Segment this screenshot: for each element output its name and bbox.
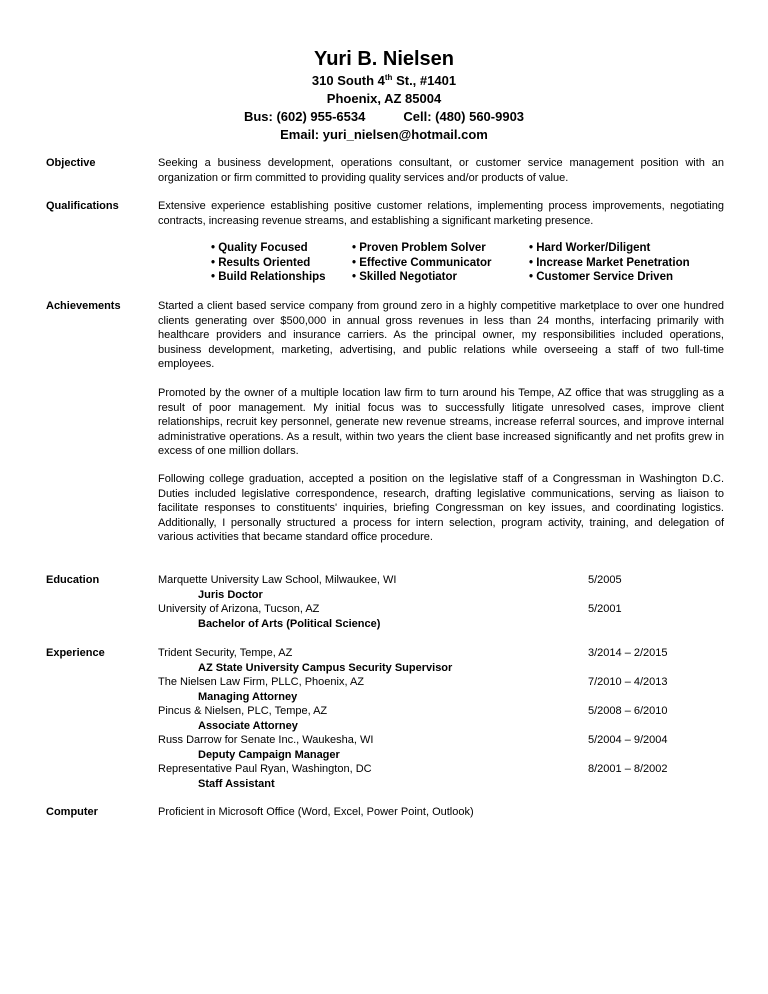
employer-name: Trident Security, Tempe, AZ bbox=[158, 647, 293, 659]
entry-date: 5/2005 bbox=[588, 574, 622, 586]
qualification-row bbox=[0, 270, 768, 285]
entry-date: 5/2004 – 9/2004 bbox=[588, 734, 668, 746]
job-title: Deputy Campaign Manager bbox=[198, 748, 340, 761]
education-entry bbox=[158, 602, 724, 617]
entry-date: 3/2014 – 2/2015 bbox=[588, 647, 668, 659]
qualification-item: • Results Oriented bbox=[211, 256, 311, 269]
entry-date: 5/2008 – 6/2010 bbox=[588, 705, 668, 717]
qualification-row bbox=[0, 241, 768, 256]
qualification-row bbox=[0, 256, 768, 271]
qualification-item: • Quality Focused bbox=[211, 242, 308, 254]
employer-name: Representative Paul Ryan, Washington, DC bbox=[158, 763, 372, 775]
section-label: Education bbox=[46, 574, 100, 586]
section-label: Experience bbox=[46, 647, 105, 659]
employer-name: Pincus & Nielsen, PLC, Tempe, AZ bbox=[158, 705, 328, 717]
section-label: Objective bbox=[46, 157, 96, 169]
experience-entry bbox=[158, 646, 724, 661]
achievement-paragraph: Promoted by the owner of a multiple location law firm to turn around his Tempe, AZ office that was struggling as a result of poor management. My initial focus was to successfully litigate unresolved cases, improve client relationships, recruit key personnel, generate new revenue streams, increase referral sources, and improve internal administrative operations. As a result, within two years the client base increased significantly and net profits grew in excess of one million dollars. bbox=[158, 387, 724, 457]
section-label: Achievements bbox=[46, 300, 121, 312]
phone-line bbox=[0, 108, 768, 126]
experience-entry bbox=[158, 704, 724, 719]
achievements-body bbox=[158, 299, 724, 372]
objective-text: Seeking a business development, operations consultant, or customer service management position with an organization or firm committed to providing quality services and/or products of value. bbox=[158, 157, 724, 184]
experience-body bbox=[158, 646, 724, 791]
job-title: Staff Assistant bbox=[198, 777, 275, 790]
qualification-item: • Hard Worker/Diligent bbox=[529, 242, 651, 254]
experience-entry bbox=[158, 733, 724, 748]
experience-entry bbox=[158, 675, 724, 690]
qualification-item: • Proven Problem Solver bbox=[352, 242, 486, 254]
education-entry bbox=[158, 573, 724, 588]
school-name: University of Arizona, Tucson, AZ bbox=[158, 603, 320, 615]
education-body bbox=[158, 573, 724, 631]
job-title: Managing Attorney bbox=[198, 690, 298, 703]
section-label: Computer bbox=[46, 806, 98, 818]
qualification-item: • Effective Communicator bbox=[352, 256, 492, 269]
computer-skills: Proficient in Microsoft Office (Word, Excel, Power Point, Outlook) bbox=[158, 806, 474, 818]
degree-title: Juris Doctor bbox=[198, 588, 263, 601]
section-label: Qualifications bbox=[46, 200, 119, 212]
degree-title: Bachelor of Arts (Political Science) bbox=[198, 617, 381, 630]
city-state-zip: Phoenix, AZ 85004 bbox=[326, 91, 442, 106]
achievements-body bbox=[158, 472, 724, 545]
qualification-item: • Customer Service Driven bbox=[529, 271, 674, 283]
entry-date: 5/2001 bbox=[588, 603, 622, 615]
business-phone: Bus: (602) 955-6534 bbox=[243, 109, 366, 124]
entry-date: 8/2001 – 8/2002 bbox=[588, 763, 668, 775]
achievement-paragraph: Following college graduation, accepted a position on the legislative staff of a Congressman in Washington D.C. Duties included legislative correspondence, research, drafting legislative communications, serving as liaison to facilitate responses to constituents' inquiries, briefing Congressman on key issues, and coordinating logistics. Additionally, I personally structured a process for intern selection, program activity, training, and delegation of various activities that became standard office procedure. bbox=[158, 473, 724, 543]
employer-name: Russ Darrow for Senate Inc., Waukesha, WI bbox=[158, 734, 374, 746]
achievements-body bbox=[158, 386, 724, 459]
achievement-paragraph: Started a client based service company from ground zero in a highly competitive marketplace to over one hundred clients generating over $500,000 in annual gross revenues in less than 24 months, interfacing primarily with healthcare providers and insurance carriers. As the principal owner, my responsibilities included operations, business development, marketing, advertising, and public relations while overseeing a staff of two full-time employees. bbox=[158, 300, 724, 370]
qualification-item: • Skilled Negotiator bbox=[352, 271, 457, 283]
cell-phone: Cell: (480) 560-9903 bbox=[403, 109, 525, 124]
job-title: AZ State University Campus Security Supervisor bbox=[198, 661, 453, 674]
candidate-name: Yuri B. Nielsen bbox=[313, 48, 455, 70]
qualification-item: • Increase Market Penetration bbox=[529, 256, 690, 269]
email-address: Email: yuri_nielsen@hotmail.com bbox=[280, 127, 488, 142]
experience-entry bbox=[158, 762, 724, 777]
job-title: Associate Attorney bbox=[198, 719, 298, 732]
qualification-item: • Build Relationships bbox=[211, 271, 326, 283]
school-name: Marquette University Law School, Milwaukee, WI bbox=[158, 574, 397, 586]
employer-name: The Nielsen Law Firm, PLLC, Phoenix, AZ bbox=[158, 676, 365, 688]
resume-header bbox=[0, 46, 768, 144]
entry-date: 7/2010 – 4/2013 bbox=[588, 676, 668, 688]
qualifications-text: Extensive experience establishing positive customer relations, implementing process improvements, negotiating contracts, increasing revenue streams, and establishing a significant marketing presence. bbox=[158, 200, 724, 227]
street-address: 310 South 4th St., #1401 bbox=[311, 73, 457, 88]
qualification-bullets bbox=[0, 241, 768, 285]
